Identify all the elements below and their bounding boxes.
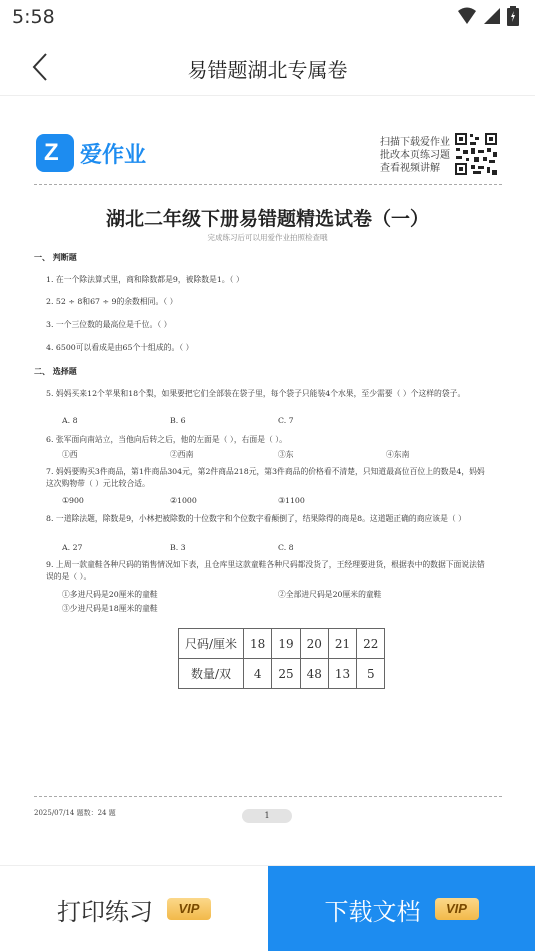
table-cell: 21 xyxy=(328,629,356,659)
footer-divider xyxy=(34,796,502,797)
print-label: 打印练习 xyxy=(57,897,153,926)
logo-text: 爱作业 xyxy=(80,143,147,168)
table-cell: 22 xyxy=(357,629,385,659)
section-heading: 一、 判断题 xyxy=(34,252,77,262)
download-label: 下载文档 xyxy=(324,897,421,926)
app-logo: Z xyxy=(36,134,74,172)
signal-icon xyxy=(483,7,501,25)
paper-subtitle: 完成练习后可以用爱作业拍照检查哦 xyxy=(207,233,328,242)
vip-badge-icon: VIP xyxy=(167,898,211,920)
paper-header xyxy=(34,132,502,180)
question-7: 7. 妈妈要购买3件商品，第1件商品304元，第2件商品218元，第3件商品的价格看不清楚，只知道最高位百位上的数是4，妈妈这次购物带（ ）元比较合适。 xyxy=(46,467,485,488)
table-cell: 尺码/厘米 xyxy=(179,629,244,659)
question-4: 4. 6500可以看成是由65个十组成的。（ ） xyxy=(46,343,194,352)
scan-hint: 扫描下载爱作业 批改本页练习题 查看视频讲解 xyxy=(380,137,450,174)
divider xyxy=(34,184,502,185)
question-5: 5. 妈妈买来12个苹果和18个梨，如果要把它们全部装在袋子里，每个袋子只能装4个水果，至少需要（ ）个这样的袋子。 xyxy=(46,389,466,398)
question-6: 6. 张军面向南站立，当他向后转之后，他的左面是（ ），右面是（ ）。 xyxy=(46,435,287,444)
shoe-size-table xyxy=(178,628,385,689)
table-cell: 25 xyxy=(272,659,300,689)
table-cell: 19 xyxy=(272,629,300,659)
nav-bar xyxy=(0,38,535,96)
battery-icon xyxy=(507,6,519,26)
table-row xyxy=(179,659,385,689)
vip-badge-icon: VIP xyxy=(435,898,479,920)
download-document-button[interactable] xyxy=(268,866,535,951)
table-cell: 5 xyxy=(357,659,385,689)
status-icons xyxy=(457,6,519,26)
status-time: 5:58 xyxy=(12,6,55,28)
document-page: Z 爱作业 扫描下载爱作业 批改本页练习题 查看视频讲解 湖北二年级下册易错题精选试卷（一） 完成练习后可以用爱作业拍照检查哦 一、 判断题 1. 在一个除法算式里，商和除数都是9，被除数是1。（ ） 2. 52 ÷ 8和67 ÷ 9的余数相同。（ ） 3. 一个三位数的最高位是千位。（ ） 4. 6500可以看成是由65个十组成的。（ ） 二、 选择题 5. 妈妈买来12个苹果和18个梨，如果要把它们全部装在袋子里，每个袋子只能装4个水果，至少需要（ ）个这样的袋子。 A. 8 B. 6 C. 7 6. 张军面向南站立，当他向后转之后，他的左面是（ ），右面是（ ）。 ①西 ②西南 ③东 ④东南 7. 妈妈要购买3件商品，第1件商品304元，第2件商品218元，第3件商品的价格看不清楚，只知道最高位百位上的数是4，妈妈这次购物带（ ）元比较合适。 ①900 ②1000 ③1100 8. 一道除法题，除数是9，小林把被除数的十位数字和个位数字看颠倒了，结果除得的商是8。这道题正确的商应该是（ ） A. 27 B. 3 C. 8 9. 上周一款童鞋各种尺码的销售情况如下表，且仓库里这款童鞋各种尺码都没货了，王经理要进货，根据表中的数据下面说法错误的是（ ）。 ①多进尺码是20厘米的童鞋 ②全部进尺码是20厘米的童鞋 ③少进尺码是18厘米的童鞋 尺码/厘米 18 19 20 21 22 数量/双 4 25 48 13 5 2025/07/14 题数：24 题 1 xyxy=(30,112,505,832)
wifi-icon xyxy=(457,7,477,25)
question-9: 9. 上周一款童鞋各种尺码的销售情况如下表，且仓库里这款童鞋各种尺码都没货了，王经理要进货，根据表中的数据下面说法错误的是（ ）。 xyxy=(46,560,485,581)
print-practice-button[interactable] xyxy=(0,866,268,951)
bottom-action-bar xyxy=(0,865,535,951)
question-2: 2. 52 ÷ 8和67 ÷ 9的余数相同。（ ） xyxy=(46,297,178,306)
page-title: 易错题湖北专属卷 xyxy=(187,58,348,82)
qr-code-icon xyxy=(454,132,498,176)
question-3: 3. 一个三位数的最高位是千位。（ ） xyxy=(46,320,172,329)
footer-date: 2025/07/14 题数：24 题 xyxy=(34,809,116,817)
paper-title: 湖北二年级下册易错题精选试卷（一） xyxy=(105,208,429,230)
table-cell: 18 xyxy=(244,629,272,659)
table-cell: 20 xyxy=(300,629,328,659)
section-heading: 二、 选择题 xyxy=(34,366,77,376)
page-number: 1 xyxy=(242,809,292,823)
table-cell: 48 xyxy=(300,659,328,689)
table-cell: 4 xyxy=(244,659,272,689)
status-bar xyxy=(0,0,535,38)
table-cell: 13 xyxy=(328,659,356,689)
question-1: 1. 在一个除法算式里，商和除数都是9，被除数是1。（ ） xyxy=(46,275,244,284)
question-8: 8. 一道除法题，除数是9，小林把被除数的十位数字和个位数字看颠倒了，结果除得的商是8。这道题正确的商应该是（ ） xyxy=(46,514,466,523)
table-cell: 数量/双 xyxy=(179,659,244,689)
table-row xyxy=(179,629,385,659)
